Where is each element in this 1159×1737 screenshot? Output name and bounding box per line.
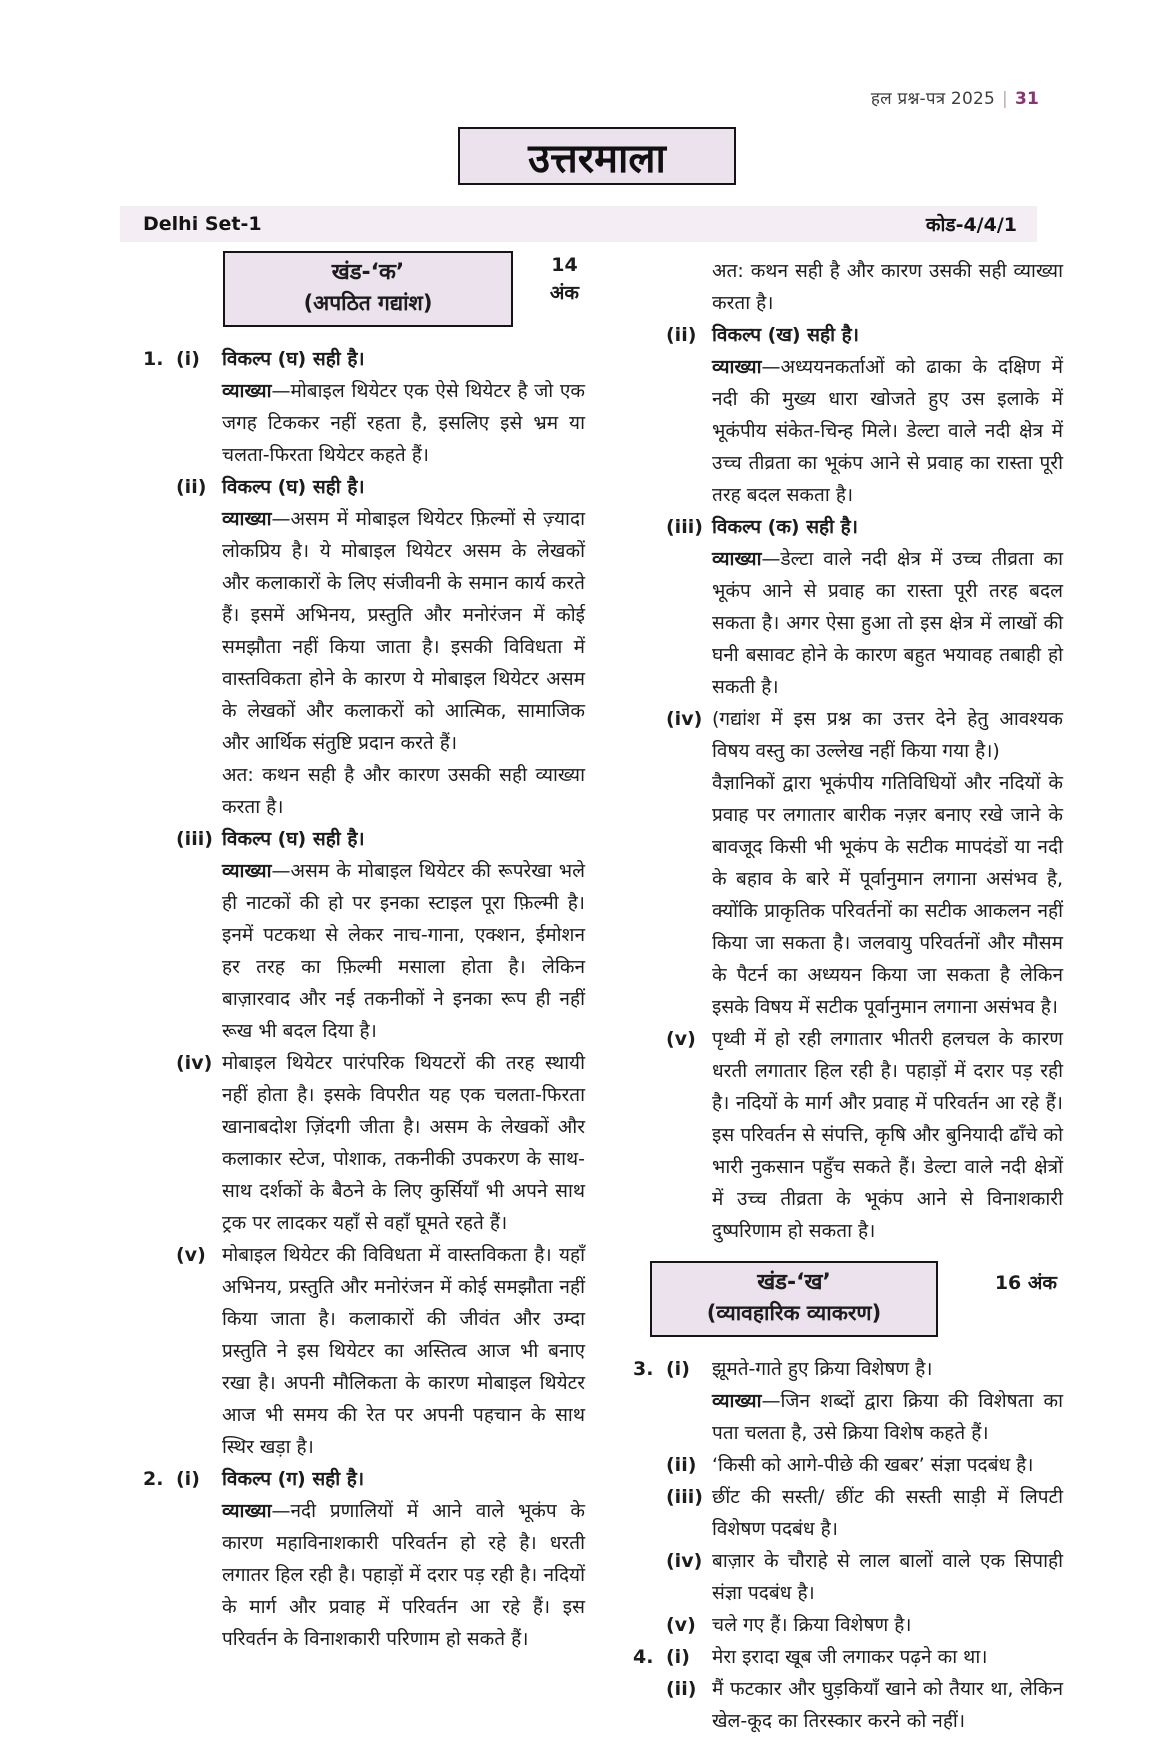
running-header: [871, 86, 1039, 109]
part-marker: (iv): [666, 1550, 703, 1572]
answer-paragraph: [712, 1353, 1063, 1385]
page-number: 31: [1014, 89, 1039, 109]
answer-paragraph: [712, 1545, 1063, 1609]
paragraph-text: अत: कथन सही है और कारण उसकी सही व्याख्या करता है।: [712, 260, 1063, 314]
paragraph-lead: व्याख्या: [712, 1390, 762, 1412]
answer-head: विकल्प (ग) सही है।: [222, 1468, 365, 1490]
answer-item: [633, 319, 1063, 511]
answer-paragraph: [222, 1047, 585, 1239]
answer-item: [633, 1545, 1063, 1609]
answer-paragraph: [712, 1023, 1063, 1247]
answer-head: विकल्प (क) सही है।: [712, 516, 858, 538]
section-title: खंड-‘ख’: [757, 1270, 831, 1295]
paragraph-text: ‘किसी को आगे-पीछे की खबर’ संज्ञा पदबंध है।: [712, 1454, 1034, 1476]
paragraph-text: (गद्यांश में इस प्रश्न का उत्तर देने हेतु आवश्यक विषय वस्तु का उल्लेख नहीं किया गया है।): [712, 708, 1063, 762]
answer-body: [222, 823, 585, 1047]
answer-item: [633, 1609, 1063, 1641]
answer-item: [633, 1673, 1063, 1737]
answer-paragraph: [712, 1609, 1063, 1641]
part-marker: (i): [666, 1646, 690, 1668]
answer-body: [222, 1463, 585, 1655]
content-columns: [143, 251, 1063, 1737]
answer-body: [222, 1047, 585, 1239]
answer-paragraph: [222, 503, 585, 759]
question-number: 2.: [143, 1468, 164, 1490]
question-number: 3.: [633, 1358, 654, 1380]
answer-body: [222, 471, 585, 823]
section-ka-row: [143, 251, 585, 327]
answer-body: [222, 1239, 585, 1463]
answer-body: [712, 1545, 1063, 1609]
paragraph-lead: व्याख्या: [712, 548, 762, 570]
answer-item: [633, 1353, 1063, 1449]
section-marks: [550, 251, 579, 307]
answer-paragraph: [222, 1495, 585, 1655]
part-marker: (iv): [176, 1052, 213, 1074]
answer-paragraph: [712, 1641, 1063, 1673]
paragraph-lead: व्याख्या: [222, 380, 272, 402]
answer-head: विकल्प (घ) सही है।: [222, 828, 365, 850]
answer-item: [143, 343, 585, 471]
part-marker: (iii): [666, 516, 703, 538]
part-marker: (ii): [666, 1678, 697, 1700]
part-marker: (i): [176, 1468, 200, 1490]
answer-body: [712, 1449, 1063, 1481]
section-subtitle: (अपठित गद्यांश): [303, 291, 433, 315]
answer-item: [633, 511, 1063, 703]
paragraph-text: —नदी प्रणालियों में आने वाले भूकंप के कारण महाविनाशकारी परिवर्तन हो रहे है। धरती लगातर हिल रही है। पहाड़ों में दरार पड़ रही है। नदियों के मार्ग और प्रवाह में परिवर्तन आ रहे हैं। इस परिवर्तन के विनाशकारी परिणाम हो सकते हैं।: [222, 1500, 585, 1650]
paragraph-text: छींट की सस्ती/ छींट की सस्ती साड़ी में लिपटी विशेषण पदबंध है।: [712, 1486, 1063, 1540]
answer-body: [712, 511, 1063, 703]
part-marker: (v): [176, 1244, 206, 1266]
answer-head: विकल्प (ख) सही है।: [712, 324, 859, 346]
answer-key-title-box: [458, 127, 736, 185]
set-bar: [120, 206, 1037, 242]
part-marker: (i): [666, 1358, 690, 1380]
part-marker: (i): [176, 348, 200, 370]
answer-item: [143, 1463, 585, 1655]
part-marker: (iv): [666, 708, 703, 730]
part-marker: (v): [666, 1028, 696, 1050]
answer-paragraph: [222, 375, 585, 471]
part-marker: (iii): [176, 828, 213, 850]
answer-body: [712, 255, 1063, 319]
paragraph-text: मैं फटकार और घुड़कियाँ खाने को तैयार था, लेकिन खेल-कूद का तिरस्कार करने को नहीं।: [712, 1678, 1063, 1732]
answer-body: [712, 1609, 1063, 1641]
part-marker: (ii): [666, 1454, 697, 1476]
paragraph-text: —असम के मोबाइल थियेटर की रूपरेखा भले ही नाटकों की हो पर इनका स्टाइल पूरा फ़िल्मी है। इनमें पटकथा से लेकर नाच-गाना, एक्शन, ईमोशन हर तरह का फ़िल्मी मसाला होता है। लेकिन बाज़ारवाद और नई तकनीकों ने इनका रूप ही नहीं रूख भी बदल दिया है।: [222, 860, 585, 1042]
answer-body: [712, 319, 1063, 511]
part-marker: (iii): [666, 1486, 703, 1508]
paragraph-text: चले गए हैं। क्रिया विशेषण है।: [712, 1614, 912, 1636]
part-marker: (ii): [666, 324, 697, 346]
answer-paragraph: [222, 759, 585, 823]
paragraph-lead: व्याख्या: [712, 356, 762, 378]
paragraph-text: मोबाइल थियेटर पारंपरिक थियटरों की तरह स्थायी नहीं होता है। इसके विपरीत यह एक चलता-फिरता खानाबदोश ज़िंदगी जीता है। असम के लेखकों और कलाकार स्टेज, पोशाक, तकनीकी उपकरण के साथ-साथ दर्शकों के बैठने के लिए कुर्सियाँ भी अपने साथ ट्रक पर लादकर यहाँ से वहाँ घूमते रहते हैं।: [222, 1052, 586, 1234]
paragraph-text: मेरा इरादा खूब जी लगाकर पढ़ने का था।: [712, 1646, 988, 1668]
answer-paragraph: [712, 255, 1063, 319]
marks-unit: अंक: [549, 282, 579, 304]
answer-item: [143, 471, 585, 823]
paragraph-text: —मोबाइल थियेटर एक ऐसे थियेटर है जो एक जगह टिककर नहीं रहता है, इसलिए इसे भ्रम या चलता-फिरता थियेटर कहते हैं।: [222, 380, 585, 466]
answer-body: [222, 343, 585, 471]
answer-head: विकल्प (घ) सही है।: [222, 476, 365, 498]
section-marks: 16 अंक: [994, 1272, 1057, 1294]
paragraph-lead: व्याख्या: [222, 1500, 272, 1522]
answer-item: [143, 823, 585, 1047]
answer-body: [712, 1481, 1063, 1545]
answer-paragraph: [712, 1481, 1063, 1545]
section-kha-box: [650, 1261, 938, 1337]
paragraph-text: —जिन शब्दों द्वारा क्रिया की विशेषता का पता चलता है, उसे क्रिया विशेष कहते हैं।: [712, 1390, 1063, 1444]
header-separator: |: [1002, 89, 1008, 109]
paragraph-text: —डेल्टा वाले नदी क्षेत्र में उच्च तीव्रता का भूकंप आने से प्रवाह का रास्ता पूरी तरह बदल सकता है। अगर ऐसा हुआ तो इस क्षेत्र में लाखों की घनी बसावट होने के कारण बहुत भयावह तबाही हो सकती है।: [712, 548, 1063, 698]
section-title: खंड-‘क’: [331, 260, 405, 285]
paragraph-text: पृथ्वी में हो रही लगातार भीतरी हलचल के कारण धरती लगातार हिल रही है। पहाड़ों में दरार पड़ रही है। नदियों के मार्ग और प्रवाह में परिवर्तन आ रहे हैं। इस परिवर्तन से संपत्ति, कृषि और बुनियादी ढाँचे को भारी नुकसान पहुँच सकते हैं। डेल्टा वाले नदी क्षेत्रों में उच्च तीव्रता के भूकंप आने से विनाशकारी दुष्परिणाम हो सकता है।: [712, 1028, 1063, 1242]
paragraph-text: अत: कथन सही है और कारण उसकी सही व्याख्या करता है।: [222, 764, 585, 818]
paragraph-text: —अध्ययनकर्ताओं को ढाका के दक्षिण में नदी की मुख्य धारा खोजते हुए उस इलाके में भूकंपीय संकेत-चिन्ह मिले। डेल्टा वाले नदी क्षेत्र में उच्च तीव्रता का भूकंप आने से प्रवाह का रास्ता पूरी तरह बदल सकता है।: [712, 356, 1063, 506]
answer-body: [712, 703, 1063, 1023]
set-label: Delhi Set-1: [143, 213, 262, 235]
answer-paragraph: [222, 1239, 585, 1463]
section-subtitle: (व्यावहारिक व्याकरण): [706, 1301, 882, 1325]
section-kha-row: [633, 1261, 1063, 1337]
part-marker: (v): [666, 1614, 696, 1636]
paragraph-text: झूमते-गाते हुए क्रिया विशेषण है।: [712, 1358, 933, 1380]
paragraph-text: मोबाइल थियेटर की विविधता में वास्तविकता है। यहाँ अभिनय, प्रस्तुति और मनोरंजन में कोई समझौता नहीं किया जाता है। कलाकारों की जीवंत और उम्दा प्रस्तुति ने इस थियेटर का अस्तित्व आज भी बनाए रखा है। अपनी मौलिकता के कारण मोबाइल थियेटर आज भी समय की रेत पर अपनी पहचान के साथ स्थिर खड़ा है।: [222, 1244, 585, 1458]
book-title: हल प्रश्न-पत्र 2025: [870, 89, 995, 109]
answer-body: [712, 1673, 1063, 1737]
paragraph-text: वैज्ञानिकों द्वारा भूकंपीय गतिविधियों और नदियों के प्रवाह पर लगातार बारीक नज़र बनाए रखे जाने के बावजूद किसी भी भूकंप के सटीक मापदंडों या नदी के बहाव के बारे में पूर्वानुमान लगाना असंभव है, क्योंकि प्राकृतिक परिवर्तनों का सटीक आकलन नहीं किया जा सकता है। जलवायु परिवर्तनों और मौसम के पैटर्न का अध्ययन किया जा सकता है लेकिन इसके विषय में सटीक पूर्वानुमान लगाना असंभव है।: [712, 772, 1063, 1018]
answer-head: विकल्प (घ) सही है।: [222, 348, 365, 370]
answer-paragraph: [712, 1449, 1063, 1481]
paragraph-lead: व्याख्या: [222, 508, 272, 530]
answer-paragraph: [712, 1385, 1063, 1449]
answer-key-title: उत्तरमाला: [528, 135, 666, 182]
answer-body: [712, 1641, 1063, 1673]
answer-paragraph: [712, 351, 1063, 511]
answer-body: [712, 1353, 1063, 1449]
answer-paragraph: [712, 543, 1063, 703]
answer-item: [633, 255, 1063, 319]
question-number: 4.: [633, 1646, 654, 1668]
answer-item: [633, 1481, 1063, 1545]
answer-item: [633, 1449, 1063, 1481]
answer-item: [633, 1641, 1063, 1673]
marks-value: 14: [551, 254, 578, 276]
paragraph-lead: व्याख्या: [222, 860, 272, 882]
left-column: [143, 251, 585, 1737]
answer-item: [633, 703, 1063, 1023]
question-number: 1.: [143, 348, 164, 370]
answer-item: [633, 1023, 1063, 1247]
answer-body: [712, 1023, 1063, 1247]
answer-paragraph: [712, 703, 1063, 767]
answer-item: [143, 1239, 585, 1463]
section-ka-box: [223, 251, 513, 327]
answer-paragraph: [222, 855, 585, 1047]
code-label: कोड-4/4/1: [925, 214, 1017, 236]
answer-item: [143, 1047, 585, 1239]
part-marker: (ii): [176, 476, 207, 498]
paragraph-text: —असम में मोबाइल थियेटर फ़िल्मों से ज़्यादा लोकप्रिय है। ये मोबाइल थियेटर असम के लेखकों और कलाकारों के लिए संजीवनी के समान कार्य करते हैं। इसमें अभिनय, प्रस्तुति और मनोरंजन में कोई समझौता नहीं किया जाता है। इसकी विविधता में वास्तविकता होने के कारण ये मोबाइल थियेटर असम के लेखकों और कलाकरों को आत्मिक, सामाजिक और आर्थिक संतुष्टि प्रदान करते हैं।: [222, 508, 585, 754]
answer-paragraph: [712, 1673, 1063, 1737]
paragraph-text: बाज़ार के चौराहे से लाल बालों वाले एक सिपाही संज्ञा पदबंध है।: [712, 1550, 1063, 1604]
answer-paragraph: [712, 767, 1063, 1023]
right-column: [633, 251, 1063, 1737]
